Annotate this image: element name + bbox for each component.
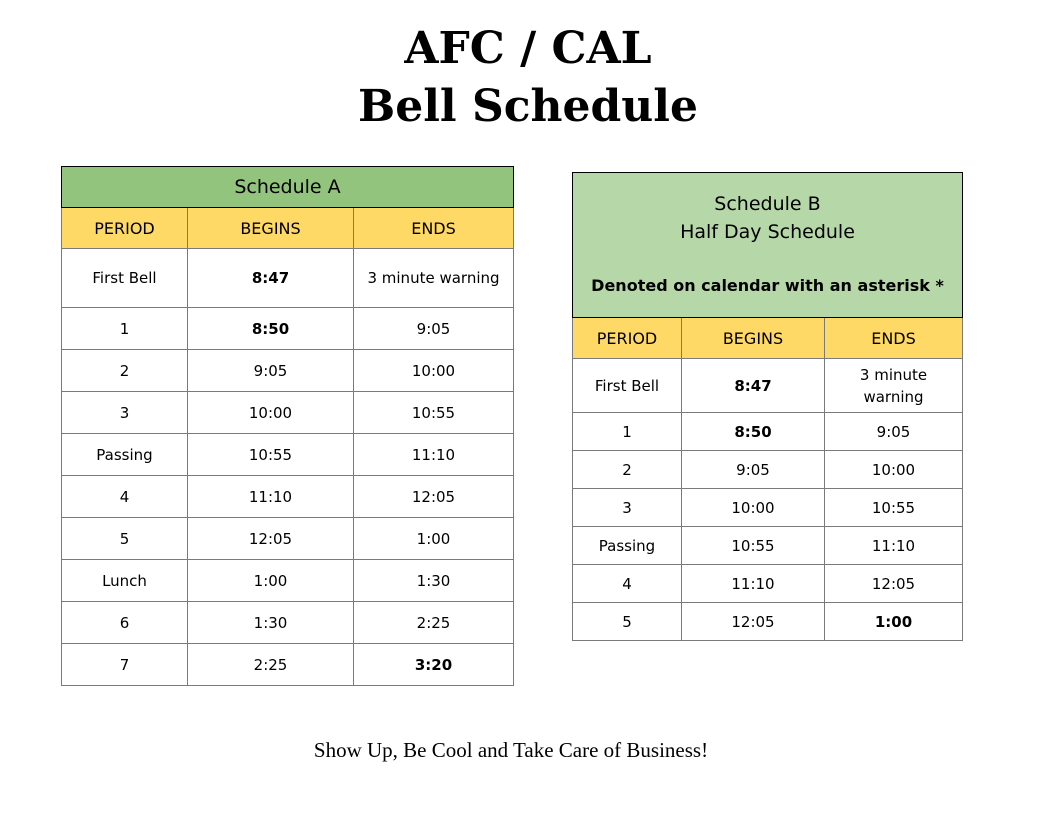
column-header-begins: BEGINS: [682, 318, 825, 359]
table-row: [62, 560, 514, 602]
period-cell: 4: [573, 565, 682, 603]
ends-cell: 10:55: [354, 392, 514, 434]
ends-cell: 1:30: [354, 560, 514, 602]
table-row: [573, 413, 963, 451]
ends-cell: 3 minute warning: [354, 249, 514, 308]
begins-cell: 2:25: [188, 644, 354, 686]
period-cell: 5: [62, 518, 188, 560]
table-row: [62, 249, 514, 308]
table-row: [62, 434, 514, 476]
ends-cell: 9:05: [825, 413, 963, 451]
period-cell: Passing: [573, 527, 682, 565]
table-row: [573, 359, 963, 413]
period-cell: 3: [62, 392, 188, 434]
column-header-period: PERIOD: [62, 208, 188, 249]
table-row: [62, 644, 514, 686]
column-header-ends: ENDS: [825, 318, 963, 359]
table-row: [573, 603, 963, 641]
schedule-b-title: Schedule B: [714, 193, 821, 215]
period-cell: 1: [62, 308, 188, 350]
period-cell: 4: [62, 476, 188, 518]
schedule-a-title: Schedule A: [62, 167, 514, 208]
ends-cell: 10:00: [825, 451, 963, 489]
begins-cell: 9:05: [188, 350, 354, 392]
begins-cell: 8:50: [682, 413, 825, 451]
ends-cell: 10:00: [354, 350, 514, 392]
begins-cell: 8:47: [188, 249, 354, 308]
begins-cell: 9:05: [682, 451, 825, 489]
begins-cell: 1:30: [188, 602, 354, 644]
table-row: [62, 518, 514, 560]
period-cell: First Bell: [573, 359, 682, 413]
schedule-b-header: [573, 173, 963, 318]
begins-cell: 11:10: [188, 476, 354, 518]
column-header-ends: ENDS: [354, 208, 514, 249]
begins-cell: 10:00: [682, 489, 825, 527]
schedule-b-table: [572, 172, 963, 641]
ends-cell: 12:05: [354, 476, 514, 518]
begins-cell: 11:10: [682, 565, 825, 603]
schedule-a-table: [61, 166, 514, 686]
column-header-begins: BEGINS: [188, 208, 354, 249]
ends-cell: 2:25: [354, 602, 514, 644]
period-cell: Lunch: [62, 560, 188, 602]
table-row: [62, 308, 514, 350]
begins-cell: 10:55: [188, 434, 354, 476]
period-cell: 2: [62, 350, 188, 392]
period-cell: Passing: [62, 434, 188, 476]
period-cell: 2: [573, 451, 682, 489]
begins-cell: 12:05: [188, 518, 354, 560]
schedule-b-note: Denoted on calendar with an asterisk *: [591, 276, 944, 295]
period-cell: 5: [573, 603, 682, 641]
footer-motto: Show Up, Be Cool and Take Care of Business!: [313, 738, 709, 762]
table-row: [573, 451, 963, 489]
table-row: [62, 602, 514, 644]
page-title-line2: Bell Schedule: [358, 81, 698, 132]
schedule-b-subtitle: Half Day Schedule: [680, 221, 855, 243]
table-row: [62, 392, 514, 434]
begins-cell: 8:47: [682, 359, 825, 413]
ends-cell: 11:10: [354, 434, 514, 476]
table-row: [62, 476, 514, 518]
begins-cell: 12:05: [682, 603, 825, 641]
ends-cell: 10:55: [825, 489, 963, 527]
table-row: [573, 489, 963, 527]
ends-cell: 1:00: [354, 518, 514, 560]
period-cell: First Bell: [62, 249, 188, 308]
period-cell: 6: [62, 602, 188, 644]
table-row: [573, 527, 963, 565]
page-title: [0, 20, 1056, 136]
begins-cell: 1:00: [188, 560, 354, 602]
begins-cell: 10:00: [188, 392, 354, 434]
ends-cell: 12:05: [825, 565, 963, 603]
ends-cell: 1:00: [825, 603, 963, 641]
period-cell: 1: [573, 413, 682, 451]
period-cell: 3: [573, 489, 682, 527]
begins-cell: 8:50: [188, 308, 354, 350]
ends-cell: 11:10: [825, 527, 963, 565]
ends-cell: 3:20: [354, 644, 514, 686]
ends-cell: 3 minute warning: [825, 359, 963, 413]
table-row: [62, 350, 514, 392]
column-header-period: PERIOD: [573, 318, 682, 359]
period-cell: 7: [62, 644, 188, 686]
begins-cell: 10:55: [682, 527, 825, 565]
table-row: [573, 565, 963, 603]
ends-cell: 9:05: [354, 308, 514, 350]
page-title-line1: AFC / CAL: [404, 23, 652, 74]
